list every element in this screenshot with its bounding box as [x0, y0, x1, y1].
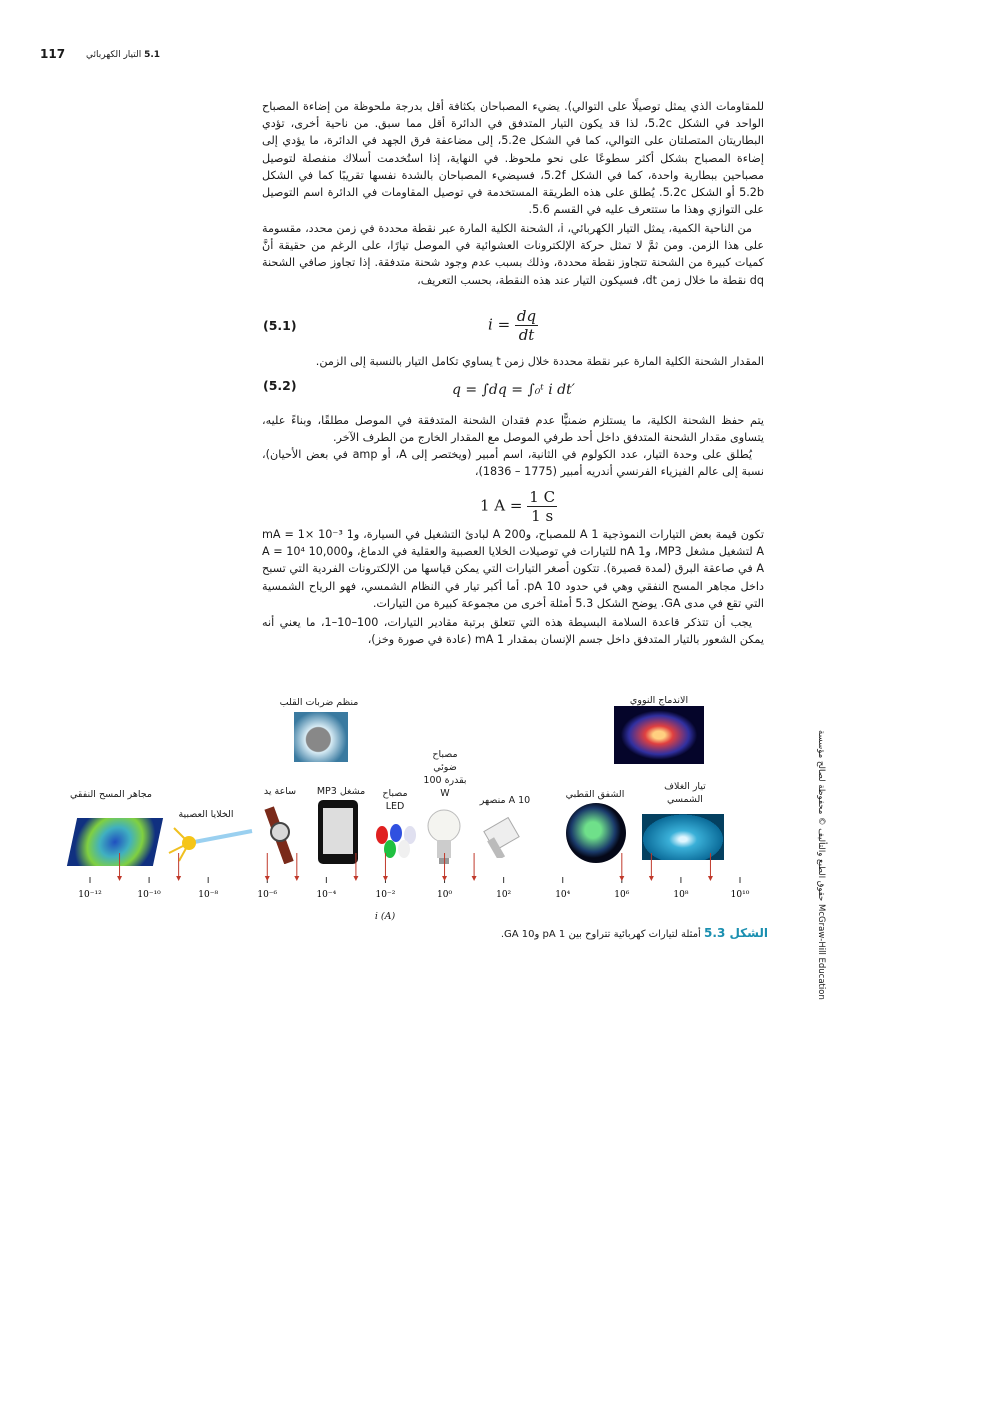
axis-tick-label: 10⁻¹²: [78, 890, 102, 900]
label-neuron: الخلايا العصبية: [178, 809, 234, 820]
axis-tick-label: 10⁸: [673, 890, 689, 900]
marker-arrow: [353, 876, 358, 881]
label-watch: ساعة يد: [263, 786, 297, 797]
axis-tick-label: 10⁻¹⁰: [137, 890, 161, 900]
body-paragraph-6: تكون قيمة بعض التيارات النموذجية 1 A للمصباح، و200 A لبادئ التشغيل في السيارة، و1 mA = 1× 10⁻³ A لتشغيل مشغل MP3، و1 nA للتيارات في توصيلات الخلايا العصبية والعقلية في الدماغ، و10,000 A = 10⁴ A في صاعقة البرق (لمدة قصيرة). تتكون أصغر التيارات التي يمكن قياسها من الإلكترونات الفردية التي تسبح داخل مجاهر المسح النفقي وهي في حدود 10 pA. أما أكبر تيار في النظام الشمسي، فهو الرياح الشمسية التي تقع في مدى GA. يوضح الشكل 5.3 أمثلة أخرى من مجموعة كبيرة من التيارات.: [262, 528, 764, 610]
eq3-fraction: [527, 488, 557, 525]
running-header: [86, 50, 164, 60]
label-led: مصباح LED: [382, 788, 408, 812]
label-fusion: الاندماج النووي: [629, 695, 689, 706]
marker-arrow: [294, 876, 299, 881]
page-number: 117: [40, 47, 66, 61]
equation-number-5-2: (5.2): [263, 378, 297, 393]
eq3-denominator: 1 s: [531, 507, 554, 525]
section-title: التيار الكهربائي: [86, 50, 142, 60]
eq1-lhs: i =: [488, 315, 511, 334]
label-bulb: مصباح ضوئي بقدرة 100 W: [423, 749, 467, 799]
eq1-fraction: [515, 307, 538, 344]
marker-arrow: [472, 876, 477, 881]
marker-arrow: [265, 876, 270, 881]
label-stm: مجاهر المسح النفقي: [70, 789, 152, 800]
marker-arrow: [442, 876, 447, 881]
caption-text: أمثلة لتيارات كهربائية تتراوح بين 1 pA و10 GA.: [500, 929, 701, 940]
section-number: 5.1: [144, 50, 161, 60]
equation-number-5-1: (5.1): [263, 318, 297, 333]
label-solar-wind: تيار الغلاف الشمسي: [664, 781, 706, 805]
marker-arrow: [619, 876, 624, 881]
figure-5-3: [66, 688, 786, 923]
figure-axis: [66, 688, 786, 923]
label-aurora: الشفق القطبي: [565, 789, 625, 800]
axis-label: i (A): [374, 911, 396, 922]
marker-arrow: [708, 876, 713, 881]
label-pacemaker: منظم ضربات القلب: [279, 697, 359, 708]
equation-5-1: [488, 307, 538, 344]
body-paragraph-1: للمقاومات الذي يمثل توصيلًا على التوالي). يضيء المصباحان بكثافة أقل بدرجة ملحوظة من إضاءة المصباح الواحد في الشكل 5.2c، لذا قد يكون التيار المتدفق في الدائرة أقل مما سبق. من ناحية أخرى، تؤدي البطاريتان المتصلتان على التوالي، كما في الشكل 5.2e، إلى مضاعفة فرق الجهد في الدائرة، ما يؤدي إلى إضاءة المصباح بشكل أكثر سطوعًا على نحو ملحوظ. في النهاية، إذا استُخدمت أسلاك منفصلة لتوصيل مصباحين ببطارية واحدة، كما في الشكل 5.2f، فسيضيء المصباحان بالشدة نفسها تقريبًا كما في الشكل 5.2b أو الشكل 5.2c. يُطلق على هذه الطريقة المستخدمة في توصيل المقاومات في الدائرة اسم التوصيل على التوازي وهذا ما ستتعرف عليه في القسم 5.6.: [262, 100, 765, 217]
axis-tick-label: 10²: [496, 890, 512, 900]
marker-arrow: [176, 876, 181, 881]
copyright-sidebar: [804, 730, 830, 1030]
marker-arrow: [649, 876, 654, 881]
axis-tick-label: 10⁴: [555, 890, 571, 900]
body-paragraph-3: المقدار الشحنة الكلية المارة عبر نقطة محددة خلال زمن t يساوي تكامل التيار بالنسبة إلى الزمن.: [315, 355, 764, 368]
eq3-lhs: 1 A =: [480, 496, 523, 515]
marker-arrow: [383, 876, 388, 881]
figure-caption: [478, 926, 768, 940]
body-paragraph-2: من الناحية الكمية، يمثل التيار الكهربائي، i، الشحنة الكلية المارة عبر نقطة محددة في زمن محدد، مقسومة على هذا الزمن. ومن ثمَّ لا تمثل حركة الإلكترونات العشوائية في الموصل تيارًا، على الرغم من حقيقة أنَّ كميات كبيرة من الشحنة تتجاوز نقطة محددة، وذلك بسبب عدم وجود شحنة متدفقة. إذا تجاوز صافي الشحنة dq نقطة ما خلال زمن dt، فسيكون التيار عند هذه النقطة، بحسب التعريف،: [262, 222, 764, 287]
eq1-numerator: dq: [516, 307, 537, 325]
equation-5-2: q = ∫dq = ∫₀ᵗ i dt′: [452, 382, 575, 398]
axis-tick-label: 10⁻⁸: [198, 890, 219, 900]
axis-tick-label: 10¹⁰: [730, 890, 750, 900]
axis-tick-label: 10⁻⁴: [316, 890, 337, 900]
label-mp3: مشغل MP3: [316, 786, 366, 797]
eq1-denominator: dt: [518, 326, 535, 344]
caption-label: الشكل 5.3: [704, 926, 768, 940]
axis-tick-label: 10⁻⁶: [257, 890, 278, 900]
axis-tick-label: 10⁰: [437, 890, 453, 900]
marker-arrow: [117, 876, 122, 881]
eq3-numerator: 1 C: [529, 488, 556, 506]
axis-tick-label: 10⁶: [614, 890, 630, 900]
body-paragraph-4: يتم حفظ الشحنة الكلية، ما يستلزم ضمنيًّا عدم فقدان الشحنة المتدفقة في الموصل مطلقًا، وبناءً عليه، يتساوى مقدار الشحنة المتدفق داخل أحد طرفي الموصل مع المقدار الخارج من الطرف الآخر.: [262, 414, 764, 445]
body-paragraph-5: يُطلق على وحدة التيار، عدد الكولوم في الثانية، اسم أمبير (ويختصر إلى A، أو amp في بعض الأحيان)، نسبة إلى عالم الفيزياء الفرنسي أندريه أمبير (1775 – 1836)،: [262, 448, 764, 479]
copyright-text: حقوق الطبع والتأليف © محفوظة لصالح مؤسسة McGraw-Hill Education: [816, 730, 826, 1000]
axis-tick-label: 10⁻²: [375, 890, 396, 900]
equation-ampere-definition: [480, 488, 557, 525]
body-paragraph-7: يجب أن تتذكر قاعدة السلامة البسيطة هذه التي تتعلق برتبة مقادير التيارات، 100–10–1، ما يعني أنه يمكن الشعور بالتيار المتدفق داخل جسم الإنسان بمقدار 1 mA (عادة في صورة وخز)،: [262, 616, 764, 647]
label-fuse: 10 A منصهر: [479, 795, 531, 806]
